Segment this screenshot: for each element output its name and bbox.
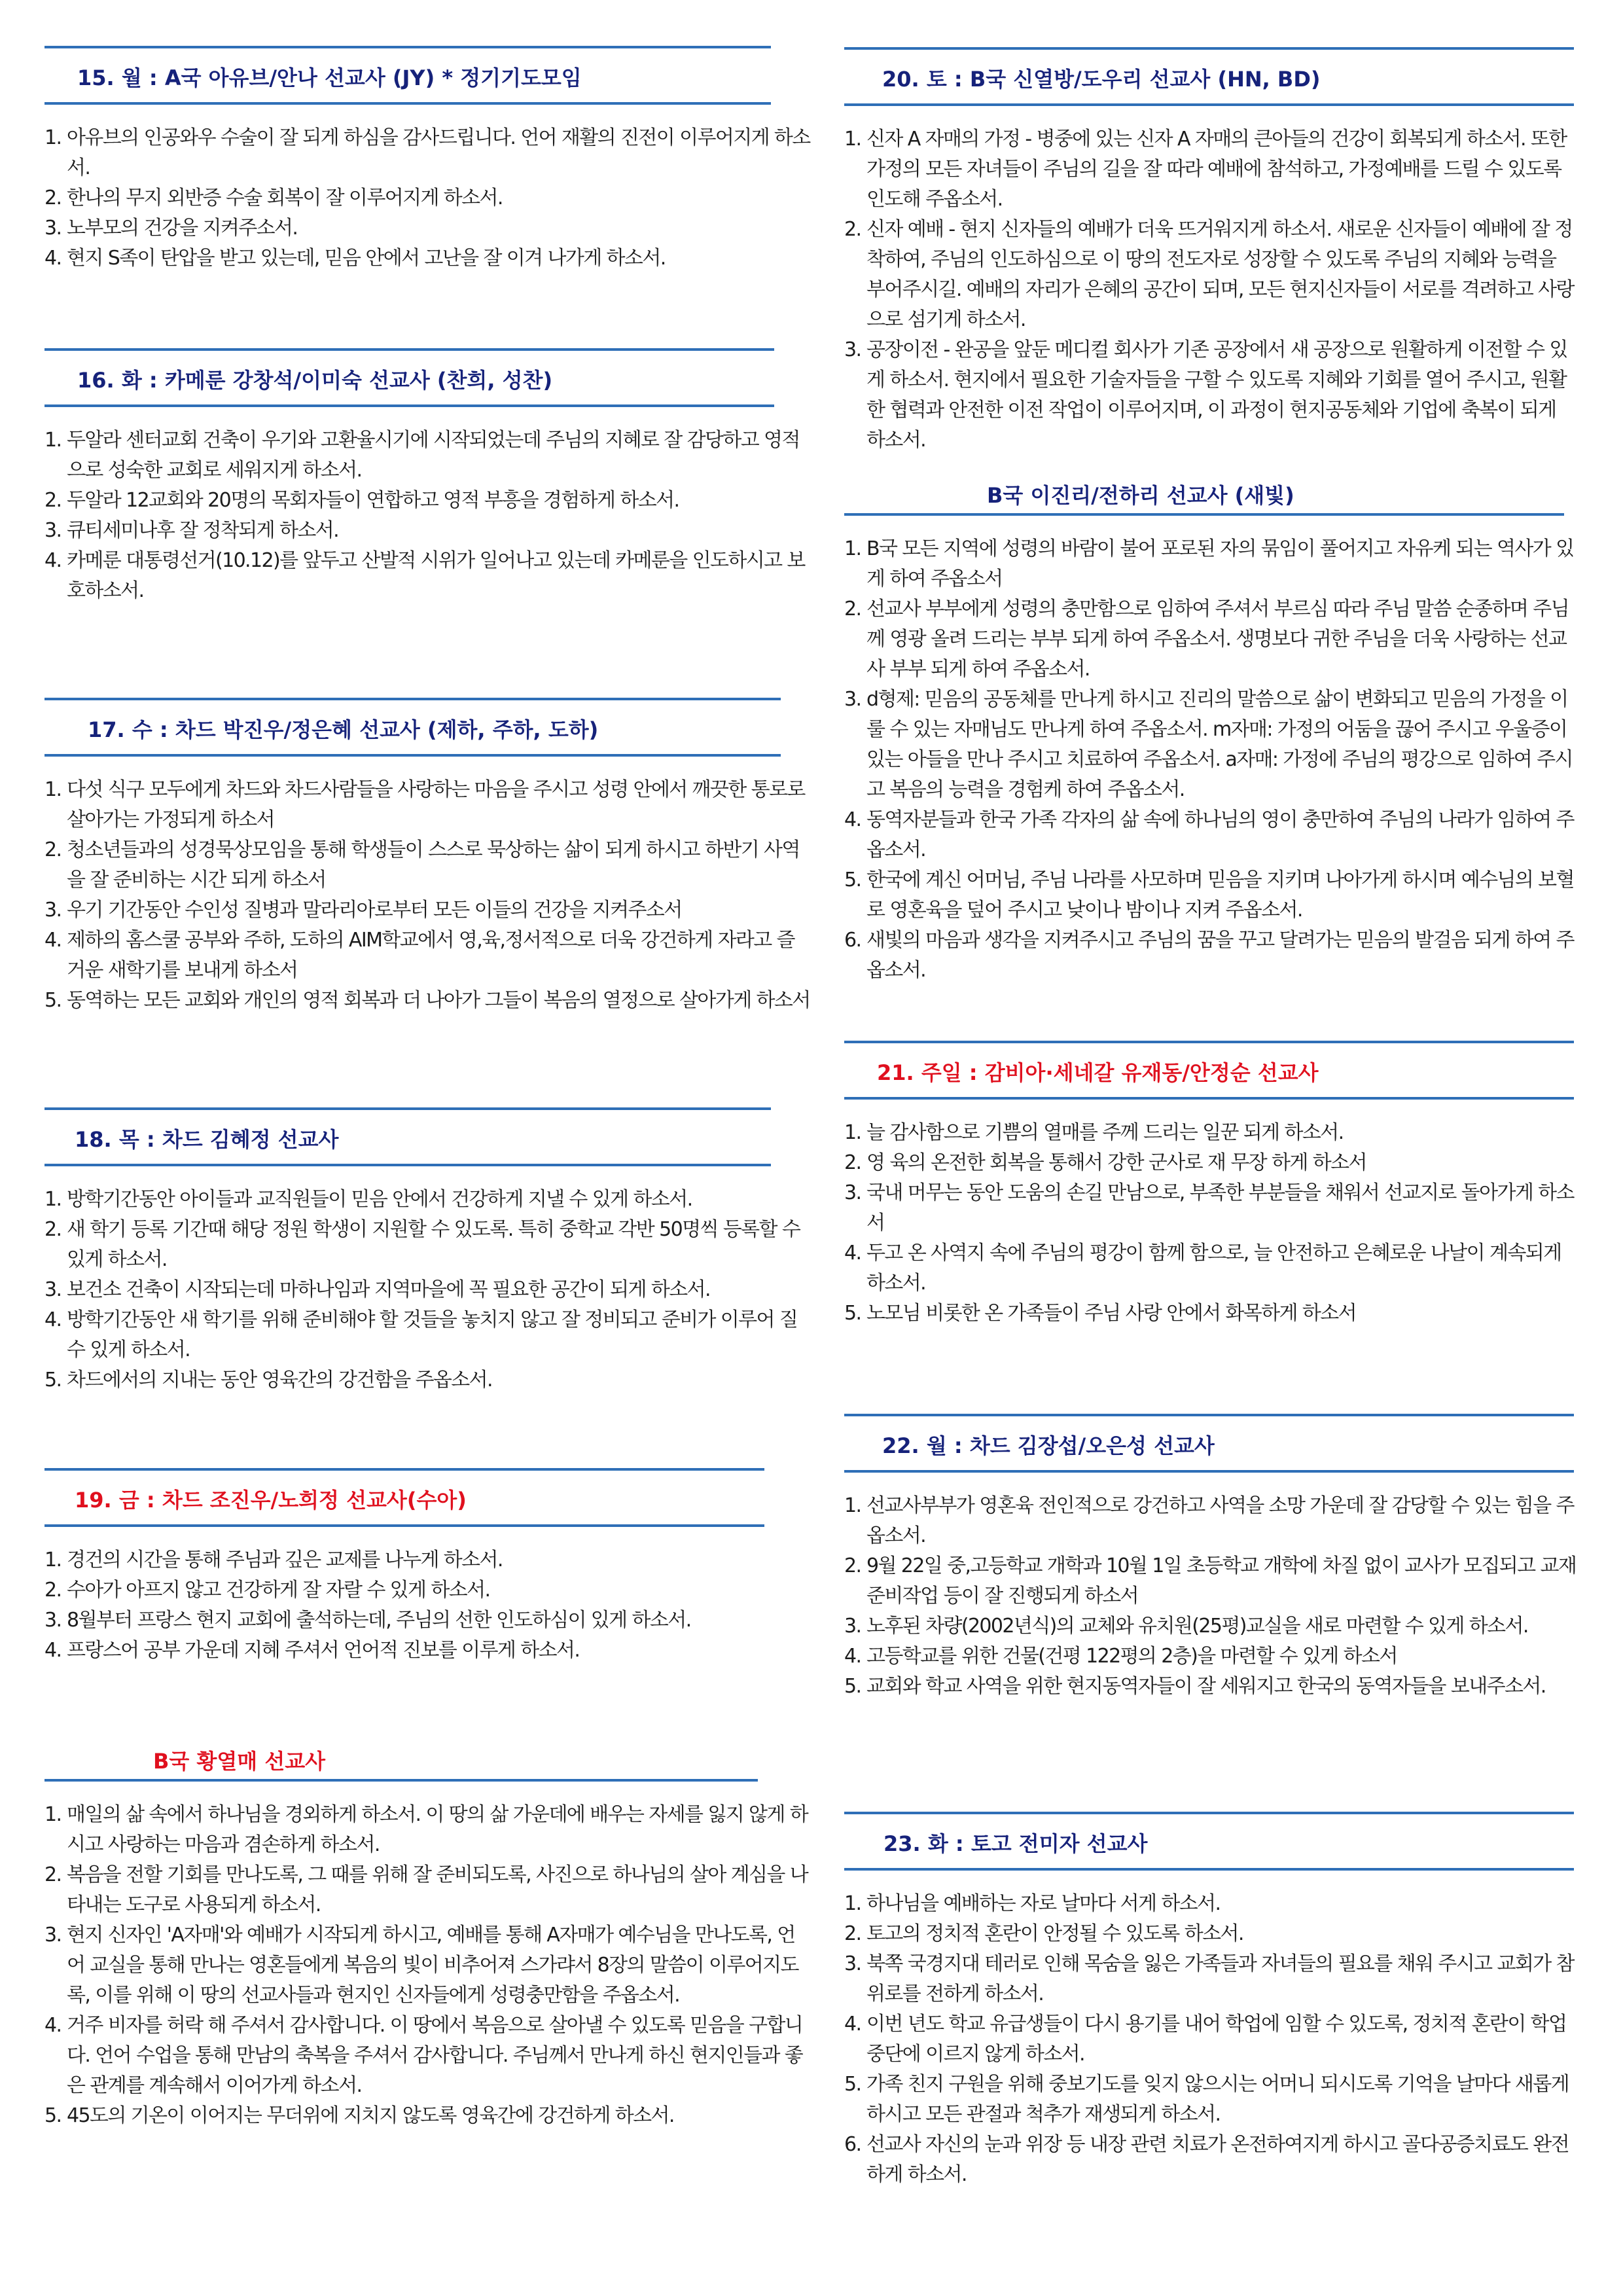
item-number: 5. (45, 1369, 62, 1391)
item-number: 2. (45, 1218, 62, 1241)
header-bottom-rule (45, 754, 781, 757)
item-number: 3. (45, 1278, 62, 1301)
section-title: 17. 수 : 차드 박진우/정은혜 선교사 (제하, 주하, 도하) (88, 717, 599, 742)
list-item (45, 895, 810, 925)
list-item (844, 805, 1577, 865)
list-item (45, 516, 810, 546)
item-number: 3. (45, 899, 62, 922)
item-text: 보건소 건축이 시작되는데 마하나임과 지역마을에 꼭 필요한 공간이 되게 하소서. (67, 1278, 710, 1301)
section-header (45, 46, 810, 105)
header-top-rule (45, 1468, 764, 1471)
list-item (45, 2011, 810, 2101)
prayer-list (45, 123, 810, 274)
item-text: 방학기간동안 아이들과 교직원들이 믿음 안에서 건강하게 지낼 수 있게 하소서. (67, 1188, 692, 1211)
item-number: 5. (45, 989, 62, 1012)
list-item (45, 2101, 810, 2131)
item-text: 차드에서의 지내는 동안 영육간의 강건함을 주옵소서. (67, 1369, 492, 1391)
header-bottom-rule (844, 513, 1564, 516)
header-bottom-rule (844, 1868, 1574, 1871)
item-number: 1. (45, 126, 62, 149)
item-number: 4. (844, 808, 861, 831)
list-item (45, 1545, 810, 1575)
header-bottom-rule (45, 102, 771, 105)
item-text: d형제: 믿음의 공동체를 만나게 하시고 진리의 말씀으로 삶이 변화되고 믿음의 가정을 이룰 수 있는 자매님도 만나게 하여 주옵소서. m자매: 가정의 어둠을 끊어 주시고 우울증이 있는 아들을 만나 주시고 치료하여 주옵소서. a자매: 가정에 주님의 평강으로 임하여 주시고 복음의 능력을 경험케 하여 주옵소서. (866, 688, 1573, 801)
section-22 (844, 1414, 1577, 1702)
item-number: 1. (844, 537, 861, 560)
item-text: 교회와 학교 사역을 위한 현지동역자들이 잘 세워지고 한국의 동역자들을 보내주소서. (866, 1675, 1546, 1698)
list-item (45, 425, 810, 486)
item-text: 한국에 계신 어머님, 주님 나라를 사모하며 믿음을 지키며 나아가게 하시며 예수님의 보혈로 영혼육을 덮어 주시고 낮이나 밤이나 지켜 주옵소서. (866, 869, 1574, 922)
section-17 (45, 698, 810, 1016)
section-title: 23. 화 : 토고 전미자 선교사 (883, 1831, 1148, 1856)
list-item (45, 1575, 810, 1605)
list-item (844, 2009, 1577, 2070)
item-number: 4. (45, 2014, 62, 2037)
prayer-list (45, 425, 810, 606)
item-number: 3. (844, 1952, 861, 1975)
list-item (844, 1672, 1577, 1702)
item-text: 가족 친지 구원을 위해 중보기도를 잊지 않으시는 어머니 되시도록 기억을 날마다 새롭게 하시고 모든 관절과 척추가 재생되게 하소서. (866, 2073, 1569, 2126)
header-top-rule (844, 1041, 1574, 1043)
item-text: 두알라 12교회와 20명의 목회자들이 연합하고 영적 부흥을 경험하게 하소서. (67, 489, 679, 512)
item-text: 매일의 삶 속에서 하나님을 경외하게 하소서. 이 땅의 삶 가운데에 배우는 자세를 잃지 않게 하시고 사랑하는 마음과 겸손하게 하소서. (67, 1803, 808, 1856)
item-text: 늘 감사함으로 기쁨의 열매를 주께 드리는 일꾼 되게 하소서. (866, 1121, 1344, 1144)
header-bottom-rule (45, 404, 774, 407)
list-item (844, 685, 1577, 805)
item-text: 두고 온 사역지 속에 주님의 평강이 함께 함으로, 늘 안전하고 은혜로운 나날이 계속되게 하소서. (866, 1242, 1561, 1295)
section-title: B국 황열매 선교사 (153, 1749, 326, 1774)
item-number: 2. (844, 218, 861, 241)
item-number: 5. (844, 869, 861, 891)
section-19-sub (45, 1736, 810, 2131)
list-item (45, 1636, 810, 1666)
item-text: 노후된 차량(2002년식)의 교체와 유치원(25평)교실을 새로 마련할 수 있게 하소서. (866, 1615, 1528, 1638)
section-23 (844, 1812, 1577, 2190)
item-number: 5. (844, 1302, 861, 1325)
item-text: 선교사부부가 영혼육 전인적으로 강건하고 사역을 소망 가운데 잘 감당할 수 있는 힘을 주옵소서. (866, 1494, 1574, 1547)
item-text: 경건의 시간을 통해 주님과 깊은 교제를 나누게 하소서. (67, 1549, 503, 1571)
section-title: 21. 주일 : 감비아·세네갈 유재동/안정순 선교사 (877, 1060, 1319, 1085)
list-item (844, 1611, 1577, 1641)
item-number: 3. (45, 217, 62, 240)
item-number: 6. (844, 929, 861, 952)
section-title: 20. 토 : B국 신열방/도우리 선교사 (HN, BD) (882, 67, 1321, 92)
list-item (45, 986, 810, 1016)
item-text: 큐티세미나후 잘 정착되게 하소서. (67, 519, 339, 542)
list-item (45, 1920, 810, 2011)
section-title: B국 이진리/전하리 선교사 (새빛) (987, 483, 1294, 508)
item-number: 5. (45, 2104, 62, 2127)
item-number: 1. (844, 1892, 861, 1915)
item-number: 2. (45, 1579, 62, 1602)
section-20-sub (844, 470, 1577, 986)
item-text: 새 학기 등록 기간때 해당 정원 학생이 지원할 수 있도록. 특히 중학교 각반 50명씩 등록할 수 있게 하소서. (67, 1218, 800, 1271)
section-21 (844, 1041, 1577, 1329)
list-item (844, 594, 1577, 685)
list-item (844, 1641, 1577, 1672)
header-top-rule (45, 348, 774, 351)
section-19 (45, 1468, 810, 1666)
item-number: 4. (45, 929, 62, 952)
item-number: 2. (45, 187, 62, 209)
list-item (844, 1178, 1577, 1238)
list-item (844, 1118, 1577, 1148)
item-number: 3. (844, 688, 861, 711)
list-item (45, 123, 810, 183)
list-item (844, 1551, 1577, 1611)
item-text: 현지 신자인 'A자매'와 예배가 시작되게 하시고, 예배를 통해 A자매가 예수님을 만나도록, 언어 교실을 통해 만나는 영혼들에게 복음의 빛이 비추어져 스가랴서 8장의 말씀이 이루어지도록, 이를 위해 이 땅의 선교사들과 현지인 신자들에게 성령충만함을 주옵소서. (67, 1924, 798, 2007)
header-bottom-rule (844, 1470, 1574, 1473)
list-item (45, 1185, 810, 1215)
header-top-rule (45, 46, 771, 48)
section-title: 16. 화 : 카메룬 강창석/이미숙 선교사 (찬희, 성찬) (77, 368, 553, 393)
item-text: 노모님 비롯한 온 가족들이 주님 사랑 안에서 화목하게 하소서 (866, 1302, 1356, 1325)
item-text: 8월부터 프랑스 현지 교회에 출석하는데, 주님의 선한 인도하심이 있게 하소서. (67, 1609, 691, 1632)
item-number: 1. (844, 1121, 861, 1144)
section-header (844, 1414, 1577, 1473)
list-item (844, 1919, 1577, 1949)
list-item (844, 1238, 1577, 1299)
section-header (844, 470, 1577, 516)
header-bottom-rule (45, 1524, 764, 1527)
header-bottom-rule (844, 1097, 1574, 1100)
item-number: 3. (45, 519, 62, 542)
section-title: 18. 목 : 차드 김혜정 선교사 (75, 1127, 339, 1152)
item-text: 한나의 무지 외반증 수술 회복이 잘 이루어지게 하소서. (67, 187, 503, 209)
item-number: 2. (45, 1863, 62, 1886)
list-item (844, 534, 1577, 594)
prayer-list (45, 775, 810, 1016)
section-header (844, 47, 1577, 106)
list-item (844, 925, 1577, 986)
section-18 (45, 1107, 810, 1395)
item-number: 2. (45, 838, 62, 861)
list-item (45, 925, 810, 986)
prayer-list (45, 1185, 810, 1395)
item-text: 제하의 홈스쿨 공부와 주하, 도하의 AIM학교에서 영,육,정서적으로 더욱 강건하게 자라고 즐거운 새학기를 보내게 하소서 (67, 929, 794, 982)
section-15 (45, 46, 810, 274)
item-text: 동역하는 모든 교회와 개인의 영적 회복과 더 나아가 그들이 복음의 열정으로 살아가게 하소서 (67, 989, 810, 1012)
item-text: 복음을 전할 기회를 만나도록, 그 때를 위해 잘 준비되도록, 사진으로 하나님의 살아 계심을 나타내는 도구로 사용되게 하소서. (67, 1863, 808, 1916)
item-text: 영 육의 온전한 회복을 통해서 강한 군사로 재 무장 하게 하소서 (866, 1151, 1366, 1174)
item-text: 고등학교를 위한 건물(건평 122평의 2층)을 마련할 수 있게 하소서 (866, 1645, 1397, 1668)
section-header (45, 1107, 810, 1166)
item-number: 3. (45, 1924, 62, 1946)
section-header (844, 1812, 1577, 1871)
item-number: 1. (45, 778, 62, 801)
section-16 (45, 348, 810, 606)
list-item (45, 1860, 810, 1920)
list-item (844, 2130, 1577, 2190)
list-item (45, 1275, 810, 1305)
list-item (844, 1889, 1577, 1919)
header-top-rule (844, 1812, 1574, 1814)
item-text: 수아가 아프지 않고 건강하게 잘 자랄 수 있게 하소서. (67, 1579, 490, 1602)
section-20 (844, 47, 1577, 456)
item-text: 공장이전 - 완공을 앞둔 메디컬 회사가 기존 공장에서 새 공장으로 원활하게 이전할 수 있게 하소서. 현지에서 필요한 기술자들을 구할 수 있도록 지혜와 기회를 열어 주시고, 원활한 협력과 안전한 이전 작업이 이루어지며, 이 과정이 현지공동체와 기업에 축복이 되게 하소서. (866, 338, 1567, 452)
item-text: 국내 머무는 동안 도움의 손길 만남으로, 부족한 부분들을 채워서 선교지로 돌아가게 하소서 (866, 1181, 1574, 1234)
header-top-rule (45, 1107, 771, 1110)
item-text: 노부모의 건강을 지켜주소서. (67, 217, 298, 240)
section-title: 19. 금 : 차드 조진우/노희정 선교사(수아) (75, 1488, 467, 1513)
header-top-rule (844, 47, 1574, 50)
list-item (45, 1605, 810, 1636)
list-item (844, 1949, 1577, 2009)
list-item (45, 183, 810, 213)
item-number: 5. (844, 2073, 861, 2096)
item-text: 북쪽 국경지대 테러로 인해 목숨을 잃은 가족들과 자녀들의 필요를 채워 주시고 교회가 참 위로를 전하게 하소서. (866, 1952, 1574, 2005)
item-number: 2. (844, 1554, 861, 1577)
item-text: 하나님을 예배하는 자로 날마다 서게 하소서. (866, 1892, 1221, 1915)
item-number: 4. (45, 1308, 62, 1331)
item-number: 3. (844, 338, 861, 361)
list-item (45, 243, 810, 274)
section-title: 15. 월 : A국 아유브/안나 선교사 (JY) * 정기기도모임 (77, 65, 582, 90)
item-number: 2. (844, 1151, 861, 1174)
item-text: B국 모든 지역에 성령의 바람이 불어 포로된 자의 묶임이 풀어지고 자유케 되는 역사가 있게 하여 주옵소서 (866, 537, 1574, 590)
list-item (45, 835, 810, 895)
header-bottom-rule (45, 1164, 771, 1166)
item-text: 카메룬 대통령선거(10.12)를 앞두고 산발적 시위가 일어나고 있는데 카메룬을 인도하시고 보호하소서. (67, 549, 805, 602)
section-header (45, 698, 810, 757)
item-number: 3. (844, 1181, 861, 1204)
header-top-rule (844, 1414, 1574, 1416)
list-item (45, 1305, 810, 1365)
prayer-list (844, 1491, 1577, 1702)
item-text: 거주 비자를 허락 해 주셔서 감사합니다. 이 땅에서 복음으로 살아낼 수 있도록 믿음을 구합니다. 언어 수업을 통해 만남의 축복을 주셔서 감사합니다. 주님께서 만나게 하신 현지인들과 좋은 관계를 계속해서 이어가게 하소서. (67, 2014, 803, 2097)
item-text: 현지 S족이 탄압을 받고 있는데, 믿음 안에서 고난을 잘 이겨 나가게 하소서. (67, 247, 666, 270)
item-number: 6. (844, 2133, 861, 2156)
item-text: 토고의 정치적 혼란이 안정될 수 있도록 하소서. (866, 1922, 1243, 1945)
list-item (844, 124, 1577, 215)
list-item (45, 1365, 810, 1395)
item-number: 4. (45, 1639, 62, 1662)
item-text: 새빛의 마음과 생각을 지켜주시고 주님의 꿈을 꾸고 달려가는 믿음의 발걸음 되게 하여 주옵소서. (866, 929, 1574, 982)
item-text: 선교사 부부에게 성령의 충만함으로 임하여 주셔서 부르심 따라 주님 말씀 순종하며 주님께 영광 올려 드리는 부부 되게 하여 주옵소서. 생명보다 귀한 주님을 더욱 사랑하는 선교사 부부 되게 하여 주옵소서. (866, 598, 1569, 681)
list-item (844, 335, 1577, 456)
item-number: 4. (45, 549, 62, 572)
item-text: 다섯 식구 모두에게 차드와 차드사람들을 사랑하는 마음을 주시고 성령 안에서 깨끗한 통로로 살아가는 가정되게 하소서 (67, 778, 805, 831)
item-text: 이번 년도 학교 유급생들이 다시 용기를 내어 학업에 임할 수 있도록, 정치적 혼란이 학업 중단에 이르지 않게 하소서. (866, 2013, 1567, 2066)
item-number: 3. (45, 1609, 62, 1632)
item-number: 2. (45, 489, 62, 512)
item-text: 아유브의 인공와우 수술이 잘 되게 하심을 감사드립니다. 언어 재활의 진전이 이루어지게 하소서. (67, 126, 810, 179)
item-number: 5. (844, 1675, 861, 1698)
item-number: 2. (844, 1922, 861, 1945)
list-item (45, 1800, 810, 1860)
header-bottom-rule (844, 103, 1574, 106)
item-number: 4. (844, 1242, 861, 1265)
list-item (45, 546, 810, 606)
item-text: 동역자분들과 한국 가족 각자의 삶 속에 하나님의 영이 충만하여 주님의 나라가 임하여 주옵소서. (866, 808, 1574, 861)
item-number: 1. (45, 1549, 62, 1571)
item-text: 청소년들과의 성경묵상모임을 통해 학생들이 스스로 묵상하는 삶이 되게 하시고 하반기 사역을 잘 준비하는 시간 되게 하소서 (67, 838, 800, 891)
item-number: 4. (844, 1645, 861, 1668)
list-item (844, 1148, 1577, 1178)
item-number: 1. (45, 1803, 62, 1826)
item-number: 4. (844, 2013, 861, 2036)
item-text: 45도의 기온이 이어지는 무더위에 지치지 않도록 영육간에 강건하게 하소서. (67, 2104, 674, 2127)
prayer-list (844, 124, 1577, 456)
item-text: 우기 기간동안 수인성 질병과 말라리아로부터 모든 이들의 건강을 지켜주소서 (67, 899, 682, 922)
list-item (844, 1491, 1577, 1551)
prayer-list (844, 1889, 1577, 2190)
item-number: 1. (45, 1188, 62, 1211)
item-text: 선교사 자신의 눈과 위장 등 내장 관련 치료가 온전하여지게 하시고 골다공증치료도 완전하게 하소서. (866, 2133, 1569, 2186)
item-number: 2. (844, 598, 861, 620)
header-bottom-rule (45, 1779, 758, 1782)
list-item (45, 213, 810, 243)
list-item (45, 1215, 810, 1275)
prayer-list (844, 534, 1577, 986)
item-number: 4. (45, 247, 62, 270)
item-number: 1. (844, 1494, 861, 1517)
list-item (844, 2070, 1577, 2130)
list-item (844, 865, 1577, 925)
item-text: 프랑스어 공부 가운데 지혜 주셔서 언어적 진보를 이루게 하소서. (67, 1639, 580, 1662)
item-text: 방학기간동안 새 학기를 위해 준비해야 할 것들을 놓치지 않고 잘 정비되고 준비가 이루어 질 수 있게 하소서. (67, 1308, 798, 1361)
prayer-list (844, 1118, 1577, 1329)
section-header (45, 1468, 810, 1527)
item-number: 3. (844, 1615, 861, 1638)
list-item (844, 215, 1577, 335)
prayer-list (45, 1545, 810, 1666)
section-title: 22. 월 : 차드 김장섭/오은성 선교사 (882, 1433, 1215, 1458)
list-item (45, 486, 810, 516)
section-header (844, 1041, 1577, 1100)
header-top-rule (45, 698, 781, 700)
item-text: 신자 A 자매의 가정 - 병중에 있는 신자 A 자매의 큰아들의 건강이 회복되게 하소서. 또한 가정의 모든 자녀들이 주님의 길을 잘 따라 예배에 참석하고, 가정예배를 드릴 수 있도록 인도해 주옵소서. (866, 128, 1567, 211)
item-text: 신자 예배 - 현지 신자들의 예배가 더욱 뜨거워지게 하소서. 새로운 신자들이 예배에 잘 정착하여, 주님의 인도하심으로 이 땅의 전도자로 성장할 수 있도록 주님의 지혜와 능력을 부어주시길. 예배의 자리가 은혜의 공간이 되며, 모든 현지신자들이 서로를 격려하고 사랑으로 섬기게 하소서. (866, 218, 1574, 331)
prayer-list (45, 1800, 810, 2131)
item-number: 1. (45, 429, 62, 452)
item-text: 9월 22일 중,고등학교 개학과 10월 1일 초등학교 개학에 차질 없이 교사가 모집되고 교재준비작업 등이 잘 진행되게 하소서 (866, 1554, 1577, 1607)
section-header (45, 348, 810, 407)
item-text: 두알라 센터교회 건축이 우기와 고환율시기에 시작되었는데 주님의 지혜로 잘 감당하고 영적으로 성숙한 교회로 세워지게 하소서. (67, 429, 800, 482)
section-header (45, 1736, 810, 1782)
list-item (844, 1299, 1577, 1329)
item-number: 1. (844, 128, 861, 151)
list-item (45, 775, 810, 835)
